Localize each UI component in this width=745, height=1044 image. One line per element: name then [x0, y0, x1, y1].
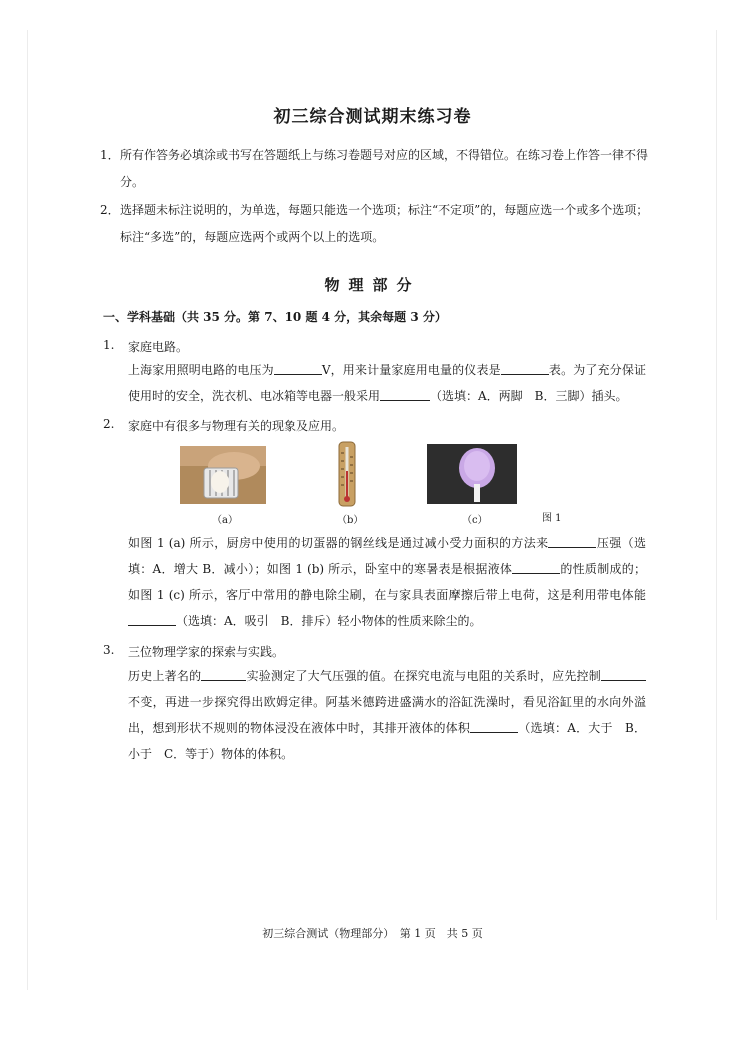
answer-blank[interactable]: [128, 613, 176, 626]
instruction-number: 1．: [100, 148, 120, 162]
instruction-text: 所有作答务必填涂或书写在答题纸上与练习卷题号对应的区域，不得错位。在练习卷上作答一律不得分。: [120, 148, 649, 189]
question-text: 上海家用照明电路的电压为: [128, 363, 274, 377]
question-2-body: [128, 530, 646, 634]
static-duster-photo: [427, 444, 517, 504]
answer-blank[interactable]: [601, 668, 646, 681]
answer-blank[interactable]: [548, 535, 596, 548]
answer-blank[interactable]: [501, 362, 549, 375]
question-text: 实验测定了大气压强的值。在探究电流与电阻的关系时，应先控制: [246, 669, 601, 683]
instruction-text: 选择题未标注说明的，为单选，每题只能选一个选项；标注“不定项”的，每题应选一个或多个选项；标注“多选”的，每题应选两个或两个以上的选项。: [120, 203, 649, 244]
answer-blank[interactable]: [274, 362, 322, 375]
question-1-body: [128, 357, 646, 409]
scan-edge-right: [716, 30, 717, 920]
figure-caption-a: （a）: [212, 515, 238, 526]
page-title: 初三综合测试期末练习卷: [273, 107, 472, 127]
question-title: 家庭电路。: [128, 340, 189, 354]
question-number: 1.: [103, 338, 115, 352]
egg-slicer-photo: [180, 446, 266, 504]
figure-caption-c: （c）: [462, 515, 488, 526]
question-text: 如图 1 (a) 所示，厨房中使用的切蛋器的钢丝线是通过减小受力面积的方法来: [128, 536, 549, 550]
question-number: 2.: [103, 417, 115, 431]
scan-edge-left: [27, 30, 28, 990]
question-text: 历史上著名的: [128, 669, 202, 683]
question-text: 不变，再进一步探究得出欧姆定律。阿基米德跨进盛满水的浴缸洗澡时，看见浴缸里的水向外溢出，想到形状不规则的物体浸没在液体中时，其排开液体的体积: [128, 695, 646, 735]
question-text: 的性质制成的；如图 1 (c) 所示，客厅中常用的静电除尘刷，在与家具表面摩擦后带上电荷，这是利用带电体能: [128, 562, 646, 602]
question-title: 三位物理学家的探索与实践。: [128, 645, 285, 659]
question-3-body: [128, 663, 646, 767]
question-text: 压强（选填：A．增大 B．减小）；如图 1 (b) 所示，卧室中的寒暑表是根据液体: [128, 536, 646, 576]
question-text: （选填：A．大于 B．小于 C．等于）物体的体积。: [128, 721, 646, 761]
question-text: （选填：A．两脚 B．三脚）插头。: [430, 389, 628, 403]
question-text: 表。为了充分保证使用时的安全，洗衣机、电冰箱等电器一般采用: [128, 363, 646, 403]
figure-label: 图 1: [542, 513, 562, 524]
figure-caption-b: （b）: [337, 515, 364, 526]
question-title: 家庭中有很多与物理有关的现象及应用。: [128, 419, 345, 433]
thermometer-photo: [337, 441, 357, 507]
answer-blank[interactable]: [380, 388, 430, 401]
answer-blank[interactable]: [201, 668, 246, 681]
section-title: 物理部分: [324, 276, 421, 294]
page-footer: 初三综合测试（物理部分） 第 1 页 共 5 页: [262, 927, 483, 940]
answer-blank[interactable]: [470, 720, 518, 733]
instruction-number: 2．: [100, 203, 120, 217]
answer-blank[interactable]: [512, 561, 560, 574]
question-text: V，用来计量家庭用电量的仪表是: [321, 363, 501, 377]
question-text: （选填：A．吸引 B．排斥）轻小物体的性质来除尘的。: [176, 614, 482, 628]
part-heading: 一、学科基础（共 35 分。第 7、10 题 4 分，其余每题 3 分）: [103, 310, 447, 324]
instruction-1: [100, 142, 660, 196]
question-number: 3.: [103, 643, 115, 657]
instruction-2: [100, 197, 660, 251]
